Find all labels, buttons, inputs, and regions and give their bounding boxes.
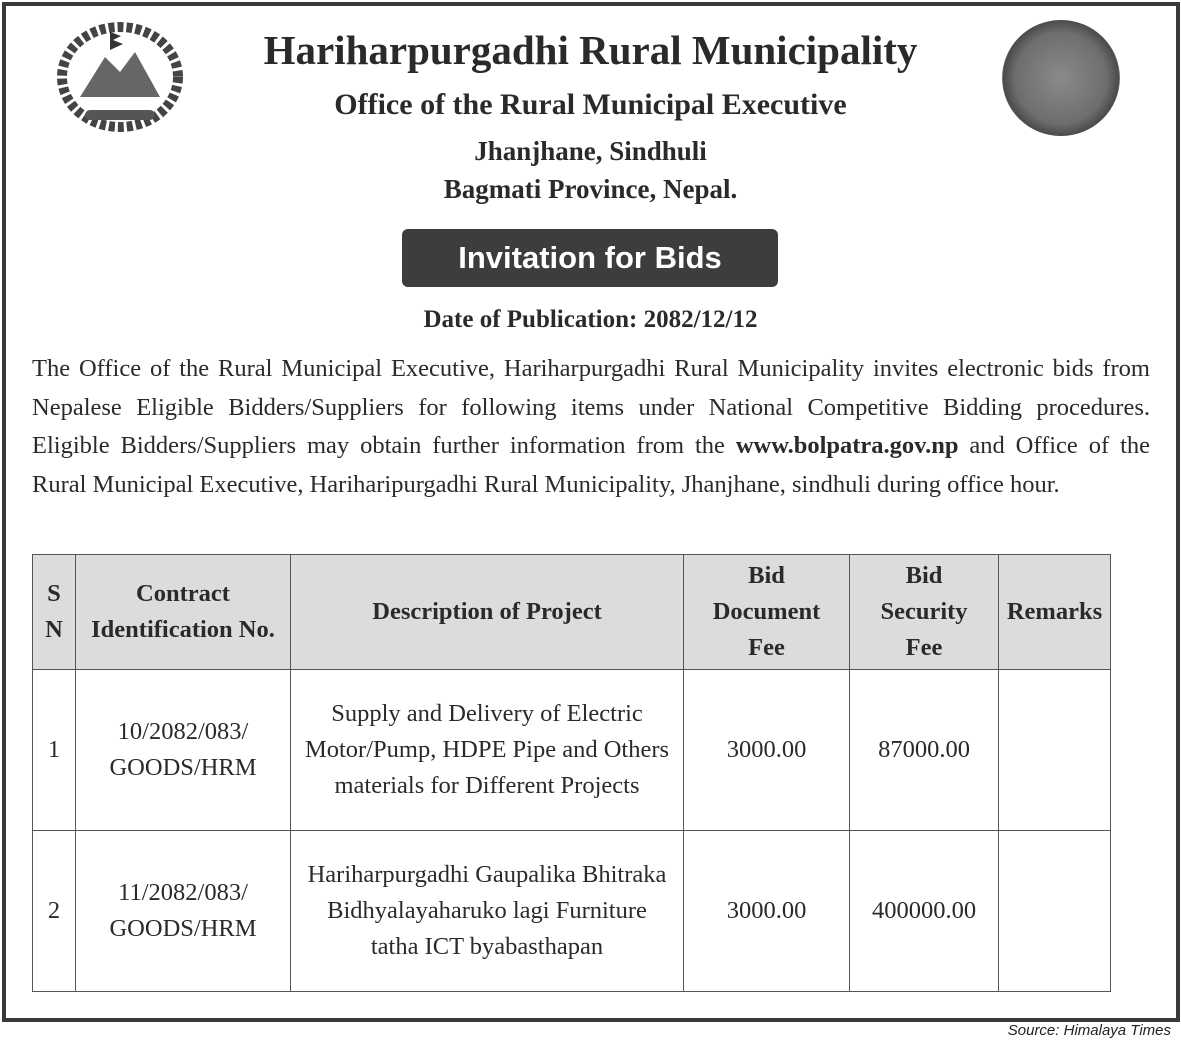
cell-doc-fee: 3000.00 [684,670,850,831]
cell-remarks [999,831,1111,992]
province: Bagmati Province, Nepal. [443,174,738,204]
cell-security-fee: 87000.00 [850,670,999,831]
col-remarks: Remarks [999,555,1111,670]
cell-remarks [999,670,1111,831]
col-contract-id: Contract Identification No. [76,555,291,670]
table-row [33,670,1111,831]
publication-date: Date of Publication: 2082/12/12 [423,306,758,333]
cell-description: Hariharpurgadhi Gaupalika Bhitraka Bidhyalayaharuko lagi Furniture tatha ICT byabasthapan [291,831,684,992]
col-sn: S N [33,555,76,670]
notice-paragraph [32,350,1150,504]
table-header-row [33,555,1111,670]
bids-table [32,554,1111,992]
paragraph-text: and Office of the Rural Municipal Executive, Hariharipurgadhi Rural Municipality, Jhanjhane, sindhuli during office hour. [32,432,1150,498]
source-credit: Source: Himalaya Times [1007,1022,1171,1039]
cell-sn: 1 [33,670,76,831]
cell-contract-id: 11/2082/083/ GOODS/HRM [76,831,291,992]
paragraph-text: The Office of the Rural Municipal Executive, Hariharpurgadhi Rural Municipality invites electronic bids from Nepalese Eligible Bidders/Suppliers for following items under National Competitive Bidding procedures. Eligible Bidders/Suppliers may obtain further information from the [32,355,1150,459]
cell-security-fee: 400000.00 [850,831,999,992]
office-name: Office of the Rural Municipal Executive [334,88,847,121]
cell-description: Supply and Delivery of Electric Motor/Pump, HDPE Pipe and Others materials for Different Projects [291,670,684,831]
notice-heading: Invitation for Bids [402,229,778,287]
bolpatra-link[interactable]: www.bolpatra.gov.np [735,432,959,459]
table-row [33,831,1111,992]
col-doc-fee: Bid Document Fee [684,555,850,670]
cell-sn: 2 [33,831,76,992]
cell-contract-id: 10/2082/083/ GOODS/HRM [76,670,291,831]
location: Jhanjhane, Sindhuli [474,136,707,166]
page-title: Hariharpurgadhi Rural Municipality [263,27,918,73]
col-security-fee: Bid Security Fee [850,555,999,670]
col-description: Description of Project [291,555,684,670]
cell-doc-fee: 3000.00 [684,831,850,992]
